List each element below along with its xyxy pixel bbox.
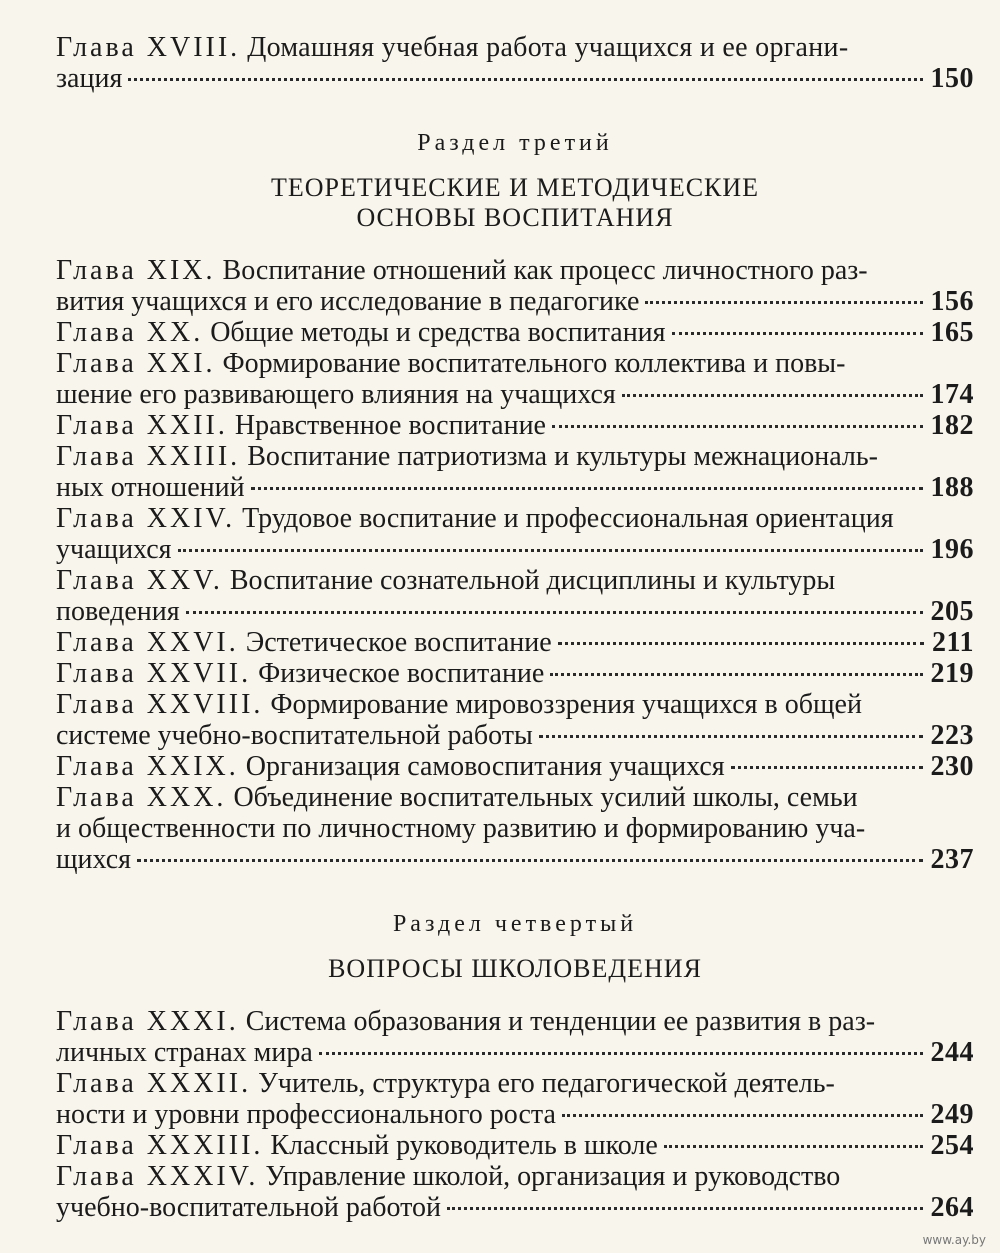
page-number: 219 [930, 658, 974, 689]
entry-line-1 [56, 1068, 974, 1099]
page-number: 244 [930, 1037, 974, 1068]
dot-leader [447, 1207, 923, 1210]
entry-line-2 [56, 813, 974, 844]
chapter-title: Система образования и тенденции ее развития в раз- [245, 1006, 876, 1037]
chapter-title: Классный руководитель в школе [270, 1130, 658, 1161]
toc-entry-xxi [56, 348, 974, 410]
chapter-title-cont: ности и уровни профессионального роста [56, 1099, 556, 1130]
chapter-title-cont: шение его развивающего влияния на учащихся [56, 379, 616, 410]
toc-entry-xxii [56, 410, 974, 441]
entry-line-1 [56, 32, 974, 63]
entry-line-1 [56, 1130, 974, 1161]
dot-leader [550, 673, 922, 676]
entry-line-2 [56, 63, 974, 94]
chapter-number: Глава XXXII. [56, 1068, 252, 1099]
toc-entry-xxxii [56, 1068, 974, 1130]
chapter-number: Глава XXVIII. [56, 689, 264, 720]
dot-leader [731, 766, 923, 769]
page-number: 249 [930, 1099, 974, 1130]
page-number: 174 [930, 379, 974, 410]
entry-line-1 [56, 441, 974, 472]
chapter-number: Глава XXI. [56, 348, 216, 379]
chapter-title: Организация самовоспитания учащихся [245, 751, 725, 782]
page-number: 188 [930, 472, 974, 503]
toc-entry-xx [56, 317, 974, 348]
dot-leader [672, 332, 923, 335]
section-title-line1: ТЕОРЕТИЧЕСКИЕ И МЕТОДИЧЕСКИЕ [270, 173, 760, 202]
dot-leader [251, 487, 923, 490]
entry-line-1 [56, 255, 974, 286]
entry-line-2 [56, 379, 974, 410]
page-number: 223 [930, 720, 974, 751]
chapter-title-cont: системе учебно-воспитательной работы [56, 720, 533, 751]
page-number: 182 [930, 410, 974, 441]
toc-entry-xxxi [56, 1006, 974, 1068]
entry-line-1 [56, 658, 974, 689]
chapter-number: Глава XXV. [56, 565, 223, 596]
chapter-title: Управление школой, организация и руководство [265, 1161, 841, 1192]
entry-line-2 [56, 596, 974, 627]
entry-line-1 [56, 1161, 974, 1192]
dot-leader [664, 1145, 923, 1148]
chapter-title: Воспитание сознательной дисциплины и культуры [229, 565, 836, 596]
entry-line-1 [56, 565, 974, 596]
dot-leader [645, 301, 922, 304]
chapter-number: Глава XXII. [56, 410, 228, 441]
dot-leader [137, 859, 922, 862]
entry-line-1 [56, 782, 974, 813]
chapter-number: Глава XXXIII. [56, 1130, 264, 1161]
entry-line-2 [56, 1099, 974, 1130]
chapter-title-cont: и общественности по личностному развитию и формированию уча- [56, 813, 866, 844]
toc-entry-xxvii [56, 658, 974, 689]
chapter-number: Глава XXVI. [56, 627, 239, 658]
chapter-title-cont: ных отношений [56, 472, 245, 503]
entry-line-2 [56, 1192, 974, 1223]
chapter-number: Глава XXIV. [56, 503, 236, 534]
page-number: 150 [930, 63, 974, 94]
chapter-number: Глава XXXI. [56, 1006, 239, 1037]
page-number: 165 [930, 317, 974, 348]
entry-line-1 [56, 317, 974, 348]
entry-line-1 [56, 627, 974, 658]
chapter-number: Глава XVIII. [56, 32, 241, 63]
entry-line-1 [56, 689, 974, 720]
page-number: 237 [930, 844, 974, 875]
toc-entry-xxxiv [56, 1161, 974, 1223]
chapter-number: Глава XXVII. [56, 658, 252, 689]
page-number: 205 [930, 596, 974, 627]
chapter-title: Формирование воспитательного коллектива и повы- [222, 348, 846, 379]
page-number: 211 [932, 627, 974, 658]
chapter-number: Глава XXIII. [56, 441, 241, 472]
chapter-title: Формирование мировоззрения учащихся в общей [270, 689, 862, 720]
entry-line-1 [56, 1006, 974, 1037]
chapter-title: Воспитание отношений как процесс личностного раз- [222, 255, 868, 286]
chapter-number: Глава XXXIV. [56, 1161, 259, 1192]
chapter-number: Глава XX. [56, 317, 204, 348]
toc-entry-xxxiii [56, 1130, 974, 1161]
entry-line-2 [56, 534, 974, 565]
toc-entry-xxix [56, 751, 974, 782]
entry-line-2 [56, 720, 974, 751]
chapter-number: Глава XXIX. [56, 751, 239, 782]
page-number: 230 [930, 751, 974, 782]
chapter-number: Глава XXX. [56, 782, 227, 813]
dot-leader [128, 78, 922, 81]
toc-entry-xxiii [56, 441, 974, 503]
toc-entry-xxx [56, 782, 974, 875]
entry-line-1 [56, 410, 974, 441]
page-number: 254 [930, 1130, 974, 1161]
chapter-title-cont: учебно-воспитательной работой [56, 1192, 441, 1223]
entry-line-2 [56, 286, 974, 317]
chapter-title: Воспитание патриотизма и культуры межнациональ- [247, 441, 878, 472]
section-title-line2: ОСНОВЫ ВОСПИТАНИЯ [356, 203, 674, 232]
chapter-title: Учитель, структура его педагогической деятель- [258, 1068, 835, 1099]
chapter-title: Объединение воспитательных усилий школы, семьи [233, 782, 858, 813]
page-number: 156 [930, 286, 974, 317]
chapter-title: Физическое воспитание [258, 658, 545, 689]
toc-entry-xxviii [56, 689, 974, 751]
section-title-line1: ВОПРОСЫ ШКОЛОВЕДЕНИЯ [328, 954, 702, 983]
watermark: www.ay.by [922, 1233, 986, 1247]
toc-entry-xxv [56, 565, 974, 627]
dot-leader [552, 425, 923, 428]
dot-leader [319, 1052, 923, 1055]
chapter-number: Глава XIX. [56, 255, 216, 286]
chapter-title: Нравственное воспитание [234, 410, 546, 441]
entry-line-2 [56, 1037, 974, 1068]
chapter-title: Общие методы и средства воспитания [210, 317, 666, 348]
dot-leader [186, 611, 923, 614]
chapter-title-cont: учащихся [56, 534, 172, 565]
dot-leader [558, 642, 924, 645]
chapter-title-cont: щихся [56, 844, 132, 875]
entry-line-1 [56, 348, 974, 379]
dot-leader [178, 549, 923, 552]
toc-entry-xviii [56, 32, 974, 94]
toc-entry-xix [56, 255, 974, 317]
page-number: 264 [930, 1192, 974, 1223]
section-label: Раздел четвертый [392, 911, 638, 937]
entry-line-3 [56, 844, 974, 875]
chapter-title-cont: вития учащихся и его исследование в педагогике [56, 286, 640, 317]
toc-entry-xxiv [56, 503, 974, 565]
entry-line-1 [56, 503, 974, 534]
chapter-title: Эстетическое воспитание [245, 627, 552, 658]
entry-line-1 [56, 751, 974, 782]
section-label: Раздел третий [417, 130, 613, 156]
toc-entry-xxvi [56, 627, 974, 658]
chapter-title: Домашняя учебная работа учащихся и ее органи- [247, 32, 849, 63]
dot-leader [539, 735, 923, 738]
entry-line-2 [56, 472, 974, 503]
chapter-title-cont: личных странах мира [56, 1037, 313, 1068]
chapter-title-cont: зация [56, 63, 123, 94]
dot-leader [562, 1114, 923, 1117]
chapter-title: Трудовое воспитание и профессиональная ориентация [242, 503, 894, 534]
dot-leader [622, 394, 923, 397]
page-number: 196 [930, 534, 974, 565]
chapter-title-cont: поведения [56, 596, 180, 627]
